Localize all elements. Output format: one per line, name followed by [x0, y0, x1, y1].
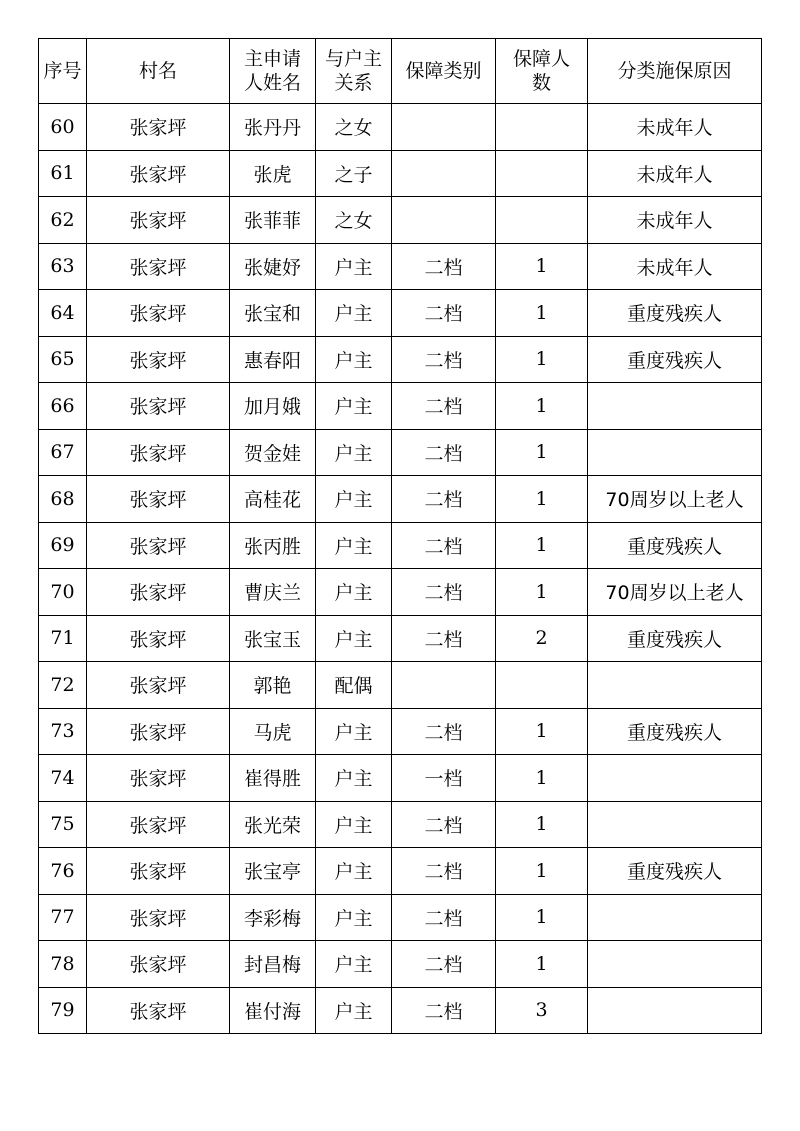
header-village: 村名 [87, 39, 230, 104]
table-row [39, 662, 762, 709]
cell-category [392, 104, 496, 151]
cell-relation: 户主 [316, 383, 392, 430]
cell-reason [588, 662, 762, 709]
cell-name: 张菲菲 [230, 197, 316, 244]
cell-relation: 户主 [316, 848, 392, 895]
cell-reason [588, 801, 762, 848]
cell-category: 二档 [392, 569, 496, 616]
cell-village: 张家坪 [87, 708, 230, 755]
cell-relation: 户主 [316, 987, 392, 1034]
cell-name: 张宝亭 [230, 848, 316, 895]
cell-seq: 70 [39, 569, 87, 616]
cell-category: 二档 [392, 987, 496, 1034]
cell-count: 1 [496, 848, 588, 895]
cell-name: 崔付海 [230, 987, 316, 1034]
cell-name: 封昌梅 [230, 941, 316, 988]
cell-count: 1 [496, 755, 588, 802]
cell-relation: 户主 [316, 522, 392, 569]
cell-name: 张丹丹 [230, 104, 316, 151]
cell-seq: 68 [39, 476, 87, 523]
cell-name: 张宝玉 [230, 615, 316, 662]
table-row [39, 522, 762, 569]
cell-name: 张虎 [230, 150, 316, 197]
cell-relation: 户主 [316, 941, 392, 988]
table-row [39, 429, 762, 476]
cell-category: 二档 [392, 894, 496, 941]
cell-category: 二档 [392, 336, 496, 383]
table-row [39, 987, 762, 1034]
cell-relation: 户主 [316, 336, 392, 383]
cell-category: 二档 [392, 615, 496, 662]
cell-seq: 75 [39, 801, 87, 848]
header-applicant-line1: 主申请 [243, 48, 301, 70]
cell-reason: 未成年人 [588, 197, 762, 244]
cell-seq: 66 [39, 383, 87, 430]
cell-reason [588, 429, 762, 476]
cell-count: 1 [496, 569, 588, 616]
cell-seq: 60 [39, 104, 87, 151]
cell-count: 3 [496, 987, 588, 1034]
cell-relation: 户主 [316, 755, 392, 802]
cell-name: 张丙胜 [230, 522, 316, 569]
cell-seq: 67 [39, 429, 87, 476]
cell-village: 张家坪 [87, 383, 230, 430]
cell-relation: 之女 [316, 197, 392, 244]
cell-relation: 户主 [316, 615, 392, 662]
cell-village: 张家坪 [87, 569, 230, 616]
header-relation [316, 39, 392, 104]
cell-name: 马虎 [230, 708, 316, 755]
cell-category [392, 197, 496, 244]
cell-reason: 70周岁以上老人 [588, 569, 762, 616]
cell-count: 1 [496, 801, 588, 848]
cell-name: 张婕妤 [230, 243, 316, 290]
cell-seq: 69 [39, 522, 87, 569]
cell-category: 二档 [392, 848, 496, 895]
cell-seq: 72 [39, 662, 87, 709]
table-row [39, 755, 762, 802]
cell-seq: 61 [39, 150, 87, 197]
table-header-row [39, 39, 762, 104]
cell-village: 张家坪 [87, 336, 230, 383]
table-row [39, 336, 762, 383]
cell-relation: 户主 [316, 708, 392, 755]
table-row [39, 197, 762, 244]
cell-count: 2 [496, 615, 588, 662]
cell-village: 张家坪 [87, 290, 230, 337]
cell-name: 曹庆兰 [230, 569, 316, 616]
cell-village: 张家坪 [87, 941, 230, 988]
cell-relation: 之女 [316, 104, 392, 151]
cell-village: 张家坪 [87, 848, 230, 895]
cell-village: 张家坪 [87, 150, 230, 197]
header-relation-line2: 关系 [334, 72, 373, 94]
cell-village: 张家坪 [87, 987, 230, 1034]
cell-village: 张家坪 [87, 197, 230, 244]
cell-name: 郭艳 [230, 662, 316, 709]
cell-village: 张家坪 [87, 615, 230, 662]
table-row [39, 383, 762, 430]
cell-seq: 65 [39, 336, 87, 383]
cell-relation: 户主 [316, 429, 392, 476]
cell-reason: 重度残疾人 [588, 522, 762, 569]
cell-category [392, 662, 496, 709]
cell-village: 张家坪 [87, 522, 230, 569]
cell-count: 1 [496, 429, 588, 476]
cell-village: 张家坪 [87, 429, 230, 476]
cell-relation: 户主 [316, 894, 392, 941]
cell-reason: 未成年人 [588, 150, 762, 197]
cell-name: 高桂花 [230, 476, 316, 523]
cell-seq: 74 [39, 755, 87, 802]
assistance-roster-table [38, 38, 762, 1034]
header-count-line1: 保障人 [512, 48, 570, 70]
table-row [39, 894, 762, 941]
cell-count: 1 [496, 336, 588, 383]
cell-name: 惠春阳 [230, 336, 316, 383]
cell-village: 张家坪 [87, 662, 230, 709]
cell-relation: 配偶 [316, 662, 392, 709]
cell-relation: 户主 [316, 476, 392, 523]
cell-relation: 户主 [316, 569, 392, 616]
header-applicant-line2: 人姓名 [243, 72, 301, 94]
header-applicant [230, 39, 316, 104]
cell-name: 崔得胜 [230, 755, 316, 802]
cell-reason [588, 941, 762, 988]
cell-count [496, 150, 588, 197]
cell-reason [588, 755, 762, 802]
cell-seq: 62 [39, 197, 87, 244]
cell-name: 张宝和 [230, 290, 316, 337]
cell-count: 1 [496, 941, 588, 988]
cell-seq: 63 [39, 243, 87, 290]
cell-reason: 未成年人 [588, 104, 762, 151]
cell-category: 二档 [392, 476, 496, 523]
table-row [39, 941, 762, 988]
cell-count: 1 [496, 894, 588, 941]
cell-reason [588, 894, 762, 941]
table-row [39, 150, 762, 197]
cell-category: 二档 [392, 801, 496, 848]
cell-category [392, 150, 496, 197]
cell-village: 张家坪 [87, 894, 230, 941]
cell-count [496, 662, 588, 709]
cell-category: 二档 [392, 522, 496, 569]
header-category: 保障类别 [392, 39, 496, 104]
cell-category: 二档 [392, 429, 496, 476]
cell-category: 一档 [392, 755, 496, 802]
cell-village: 张家坪 [87, 755, 230, 802]
header-reason: 分类施保原因 [588, 39, 762, 104]
cell-seq: 77 [39, 894, 87, 941]
cell-category: 二档 [392, 383, 496, 430]
cell-seq: 73 [39, 708, 87, 755]
cell-seq: 78 [39, 941, 87, 988]
header-seq: 序号 [39, 39, 87, 104]
table-row [39, 476, 762, 523]
cell-relation: 户主 [316, 243, 392, 290]
cell-name: 张光荣 [230, 801, 316, 848]
cell-count [496, 104, 588, 151]
cell-count: 1 [496, 476, 588, 523]
table-row [39, 243, 762, 290]
cell-reason [588, 987, 762, 1034]
cell-category: 二档 [392, 708, 496, 755]
cell-village: 张家坪 [87, 243, 230, 290]
cell-reason: 重度残疾人 [588, 848, 762, 895]
cell-count: 1 [496, 383, 588, 430]
header-count-line2: 数 [531, 72, 551, 94]
table-row [39, 290, 762, 337]
cell-seq: 76 [39, 848, 87, 895]
cell-count: 1 [496, 243, 588, 290]
cell-reason: 重度残疾人 [588, 336, 762, 383]
cell-reason: 重度残疾人 [588, 290, 762, 337]
cell-category: 二档 [392, 290, 496, 337]
cell-name: 加月娥 [230, 383, 316, 430]
cell-category: 二档 [392, 243, 496, 290]
table-row [39, 104, 762, 151]
cell-reason: 未成年人 [588, 243, 762, 290]
cell-seq: 71 [39, 615, 87, 662]
table-row [39, 615, 762, 662]
cell-relation: 之子 [316, 150, 392, 197]
cell-count: 1 [496, 290, 588, 337]
cell-relation: 户主 [316, 801, 392, 848]
cell-count [496, 197, 588, 244]
cell-count: 1 [496, 522, 588, 569]
table-row [39, 708, 762, 755]
cell-village: 张家坪 [87, 104, 230, 151]
table-row [39, 848, 762, 895]
cell-name: 李彩梅 [230, 894, 316, 941]
table-row [39, 569, 762, 616]
cell-seq: 79 [39, 987, 87, 1034]
header-relation-line1: 与户主 [324, 48, 382, 70]
cell-seq: 64 [39, 290, 87, 337]
cell-relation: 户主 [316, 290, 392, 337]
cell-village: 张家坪 [87, 801, 230, 848]
cell-village: 张家坪 [87, 476, 230, 523]
table-row [39, 801, 762, 848]
cell-reason: 70周岁以上老人 [588, 476, 762, 523]
header-count [496, 39, 588, 104]
cell-reason [588, 383, 762, 430]
cell-category: 二档 [392, 941, 496, 988]
cell-count: 1 [496, 708, 588, 755]
cell-name: 贺金娃 [230, 429, 316, 476]
cell-reason: 重度残疾人 [588, 615, 762, 662]
cell-reason: 重度残疾人 [588, 708, 762, 755]
